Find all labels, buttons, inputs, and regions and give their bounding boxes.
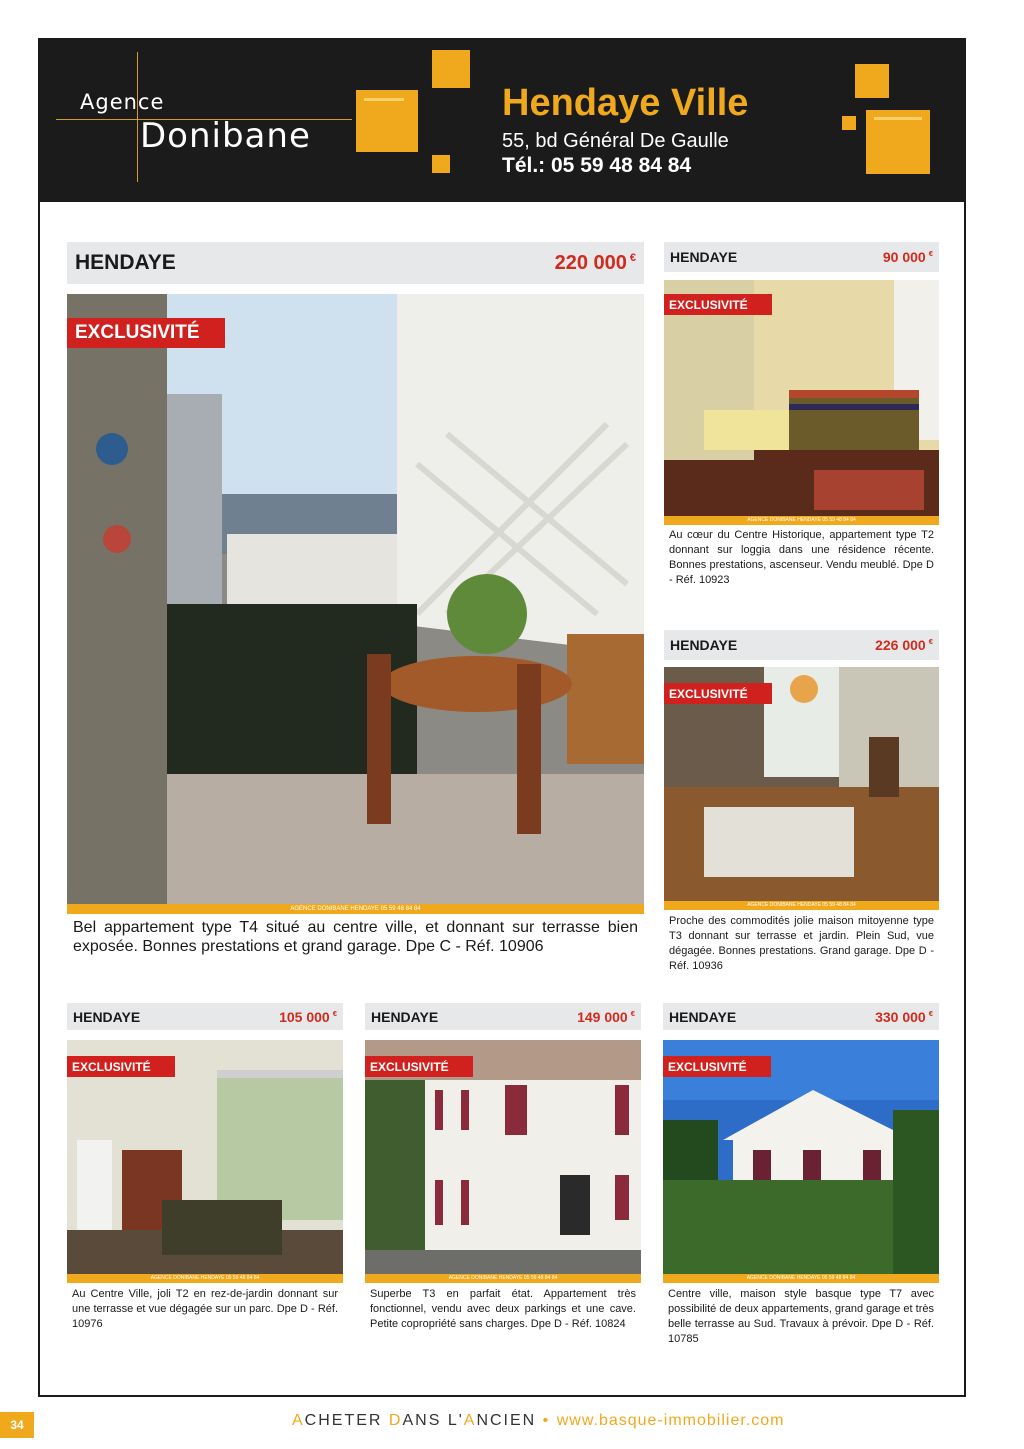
listing-photo[interactable] <box>664 280 939 516</box>
deco-square <box>432 155 450 173</box>
listing-description: Bel appartement type T4 situé au centre ville, et donnant sur terrasse bien exposée. Bonnes prestations et grand garage. Dpe C - Réf. 10906 <box>73 919 638 955</box>
deco-square-highlight <box>364 98 404 101</box>
exclusivity-badge: EXCLUSIVITÉ <box>663 1056 771 1077</box>
deco-square <box>842 116 856 130</box>
tagline-part: D <box>388 1412 403 1429</box>
listing-photo[interactable] <box>67 1040 343 1274</box>
photo-credit: AGENCE DONIBANE HENDAYE 05 59 48 84 84 <box>664 516 939 525</box>
listing-card[interactable] <box>365 1003 641 1353</box>
agency-title: Hendaye Ville <box>502 82 749 124</box>
listing-price: 149 000 € <box>577 1008 635 1025</box>
logo-divider-vertical <box>137 52 138 182</box>
listing-card[interactable] <box>664 242 939 592</box>
listing-photo[interactable] <box>365 1040 641 1274</box>
listing-price: 105 000 € <box>279 1008 337 1025</box>
exclusivity-badge: EXCLUSIVITÉ <box>67 318 225 348</box>
listing-city: HENDAYE <box>73 1008 141 1025</box>
listing-header <box>67 1003 343 1030</box>
page-number: 34 <box>0 1412 34 1438</box>
listing-card[interactable] <box>67 1003 343 1353</box>
listing-header <box>664 242 939 272</box>
agency-address: 55, bd Général De Gaulle <box>502 130 729 152</box>
photo-credit: AGENCE DONIBANE HENDAYE 05 59 48 84 84 <box>365 1274 641 1283</box>
photo-credit: AGENCE DONIBANE HENDAYE 05 59 48 84 84 <box>663 1274 939 1283</box>
listing-city: HENDAYE <box>371 1008 439 1025</box>
photo-credit: AGENCE DONIBANE HENDAYE 05 59 48 84 84 <box>67 904 644 914</box>
tagline-part: CHETER <box>304 1412 389 1429</box>
listing-card[interactable] <box>663 1003 939 1353</box>
tagline-part: A <box>292 1412 305 1429</box>
listing-price: 226 000 € <box>875 637 933 653</box>
exclusivity-badge: EXCLUSIVITÉ <box>67 1056 175 1077</box>
listing-photo[interactable] <box>67 294 644 904</box>
listing-price: 220 000 € <box>554 251 636 274</box>
listing-description: Au Centre Ville, joli T2 en rez-de-jardin donnant sur une terrasse et vue dégagée sur un parc. Dpe D - Réf. 10976 <box>72 1288 338 1330</box>
listing-header <box>67 242 644 284</box>
tagline-part: A <box>463 1412 477 1429</box>
footer-url-link[interactable]: www.basque-immobilier.com <box>556 1412 785 1429</box>
listing-description: Au cœur du Centre Historique, appartement type T2 donnant sur loggia dans une résidence récente. Bonnes prestations, ascenseur. Vendu meublé. Dpe D - Réf. 10923 <box>669 529 934 586</box>
photo-credit: AGENCE DONIBANE HENDAYE 05 59 48 84 84 <box>67 1274 343 1283</box>
listing-city: HENDAYE <box>670 249 738 265</box>
listing-city: HENDAYE <box>669 1008 737 1025</box>
listing-header <box>365 1003 641 1030</box>
listing-header <box>663 1003 939 1030</box>
listing-description: Superbe T3 en parfait état. Appartement très fonctionnel, vendu avec deux parkings et une cave. Petite copropriété sans charges. Dpe D - Réf. 10824 <box>370 1288 636 1330</box>
footer-separator: • <box>542 1412 551 1429</box>
tagline-part: NCIEN <box>476 1412 537 1429</box>
listing-city: HENDAYE <box>75 251 176 274</box>
listing-header <box>664 630 939 660</box>
listing-card[interactable] <box>664 630 939 980</box>
deco-square <box>855 64 889 98</box>
listing-price: 90 000 € <box>882 249 933 265</box>
deco-square-highlight <box>874 117 922 120</box>
listing-description: Proche des commodités jolie maison mitoyenne type T3 donnant sur terrasse et jardin. Plein Sud, vue dégagée. Bonnes prestations. Grand garage. Dpe D - Réf. 10936 <box>669 915 934 972</box>
exclusivity-badge: EXCLUSIVITÉ <box>365 1056 473 1077</box>
exclusivity-badge: EXCLUSIVITÉ <box>664 683 772 704</box>
agency-phone: Tél.: 05 59 48 84 84 <box>502 154 692 177</box>
listing-description: Centre ville, maison style basque type T7 avec possibilité de deux appartements, grand garage et très belle terrasse au Sud. Travaux à prévoir. Dpe D - Réf. 10785 <box>668 1288 934 1345</box>
listing-city: HENDAYE <box>670 637 738 653</box>
terrace-photo <box>67 294 644 904</box>
living-room-photo <box>664 280 939 516</box>
listing-price: 330 000 € <box>875 1008 933 1025</box>
listing-photo[interactable] <box>663 1040 939 1274</box>
deco-square <box>432 50 470 88</box>
photo-credit: AGENCE DONIBANE HENDAYE 05 59 48 84 84 <box>664 901 939 910</box>
exclusivity-badge: EXCLUSIVITÉ <box>664 294 772 315</box>
logo-agence-text: Agence <box>80 90 165 114</box>
logo-donibane-text: Donibane <box>140 116 311 156</box>
listing-photo[interactable] <box>664 667 939 901</box>
footer-tagline <box>292 1412 784 1430</box>
tagline-part: ANS L' <box>402 1412 464 1429</box>
listing-card[interactable] <box>67 242 644 972</box>
